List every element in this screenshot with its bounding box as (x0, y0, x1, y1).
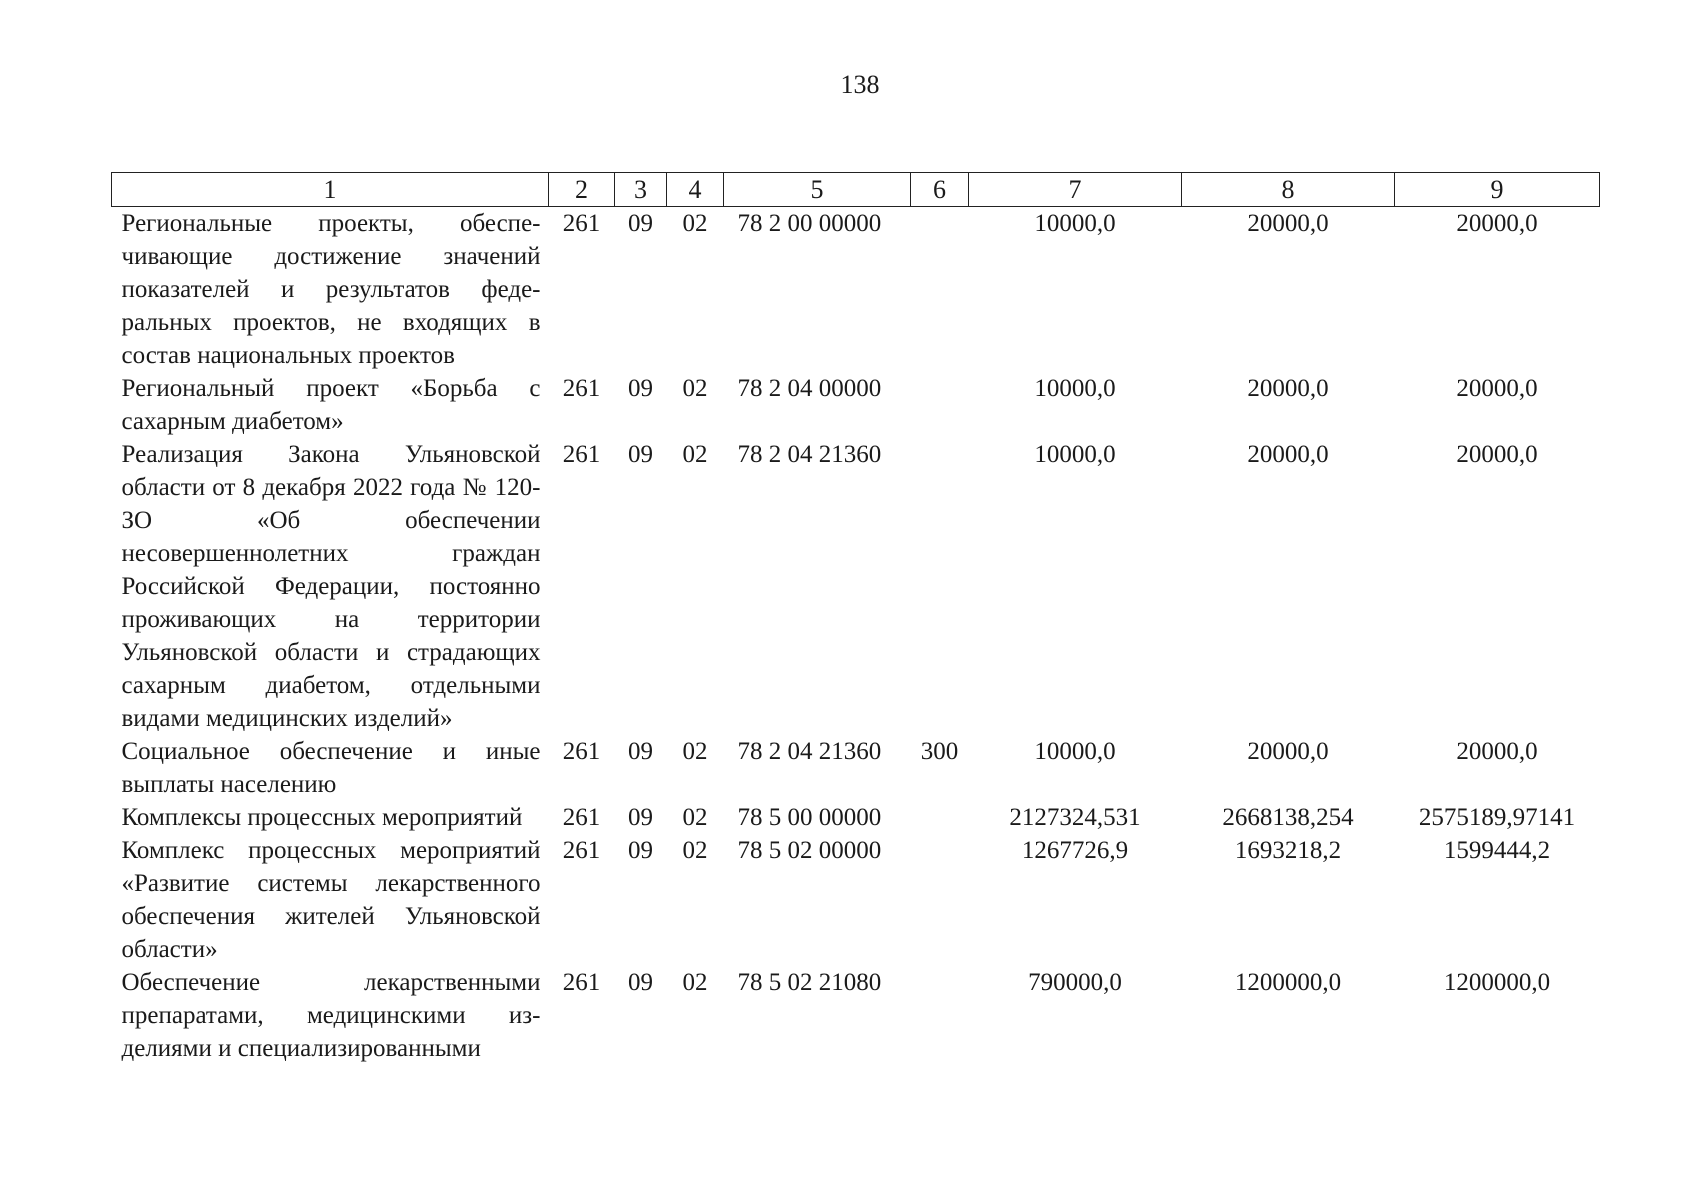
target-article-code: 78 2 04 21360 (737, 441, 882, 468)
subsection-code: 02 (682, 210, 708, 237)
expense-type-code (911, 372, 969, 438)
section-code: 09 (628, 210, 653, 237)
target-article-code: 78 2 00 00000 (737, 210, 882, 237)
amount-col-9: 20000,0 (1456, 375, 1538, 402)
column-header: 6 (911, 173, 969, 207)
section-code: 09 (628, 375, 653, 402)
ministry-code: 261 (562, 210, 601, 237)
section-code: 09 (628, 804, 653, 831)
amount-col-9: 20000,0 (1456, 738, 1538, 765)
section-code: 09 (628, 969, 653, 996)
amount-col-9: 1200000,0 (1443, 969, 1551, 996)
amount-col-8: 2668138,254 (1222, 804, 1354, 831)
budget-table (111, 172, 1600, 1065)
expense-type-code: 300 (920, 738, 959, 765)
target-article-code: 78 5 02 21080 (737, 969, 882, 996)
table-row (112, 438, 1600, 735)
row-name: Реализация Закона Ульяновской области от 8 декабря 2022 года № 120-ЗО «Об обеспечении несовершеннолетних граждан Российской Федерации, постоянно проживающих на территории Ульяновской области и страдающих сахарным диабетом, отдельными видами медицинских изделий» (121, 441, 541, 732)
row-name: Социальное обеспечение и иные выплаты населению (121, 738, 541, 798)
expense-type-code (911, 966, 969, 1065)
subsection-code: 02 (682, 969, 708, 996)
table-row (112, 735, 1600, 801)
amount-col-8: 20000,0 (1247, 210, 1329, 237)
row-name: Комплекс процессных мероприятий «Развитие системы лекарственного обеспечения жителей Ульяновской области» (121, 837, 541, 963)
column-header: 5 (724, 173, 911, 207)
subsection-code: 02 (682, 441, 708, 468)
expense-type-code (911, 834, 969, 966)
amount-col-9: 20000,0 (1456, 210, 1538, 237)
target-article-code: 78 2 04 21360 (737, 738, 882, 765)
ministry-code: 261 (562, 837, 601, 864)
amount-col-7: 10000,0 (1034, 210, 1116, 237)
expense-type-code (911, 438, 969, 735)
ministry-code: 261 (562, 738, 601, 765)
amount-col-8: 1200000,0 (1234, 969, 1342, 996)
subsection-code: 02 (682, 375, 708, 402)
amount-col-7: 10000,0 (1034, 738, 1116, 765)
column-header: 1 (112, 173, 549, 207)
table-row (112, 834, 1600, 966)
column-header: 3 (615, 173, 667, 207)
ministry-code: 261 (562, 804, 601, 831)
column-header: 7 (969, 173, 1182, 207)
row-name: Комплексы процессных мероприятий (121, 804, 523, 831)
table-row (112, 207, 1600, 373)
column-header: 2 (549, 173, 615, 207)
amount-col-7: 1267726,9 (1021, 837, 1129, 864)
section-code: 09 (628, 441, 653, 468)
amount-col-8: 1693218,2 (1234, 837, 1342, 864)
amount-col-8: 20000,0 (1247, 738, 1329, 765)
section-code: 09 (628, 738, 653, 765)
amount-col-7: 2127324,531 (1009, 804, 1141, 831)
column-header: 9 (1395, 173, 1600, 207)
subsection-code: 02 (682, 837, 708, 864)
target-article-code: 78 5 02 00000 (737, 837, 882, 864)
row-name: Обеспечение лекарственными препаратами, медицинскими изделиями и специализированными (121, 969, 541, 1062)
header-row (112, 173, 1600, 207)
section-code: 09 (628, 837, 653, 864)
table-row (112, 966, 1600, 1065)
amount-col-7: 10000,0 (1034, 375, 1116, 402)
amount-col-8: 20000,0 (1247, 375, 1329, 402)
subsection-code: 02 (682, 738, 708, 765)
table-row (112, 801, 1600, 834)
amount-col-7: 790000,0 (1028, 969, 1122, 996)
amount-col-7: 10000,0 (1034, 441, 1116, 468)
amount-col-9: 1599444,2 (1443, 837, 1551, 864)
ministry-code: 261 (562, 441, 601, 468)
expense-type-code (911, 801, 969, 834)
ministry-code: 261 (562, 375, 601, 402)
target-article-code: 78 5 00 00000 (737, 804, 882, 831)
subsection-code: 02 (682, 804, 708, 831)
amount-col-9: 2575189,97141 (1418, 804, 1576, 831)
ministry-code: 261 (562, 969, 601, 996)
expense-type-code (911, 207, 969, 373)
column-header: 4 (667, 173, 724, 207)
column-header: 8 (1182, 173, 1395, 207)
row-name: Региональный проект «Борьба с сахарным диабетом» (121, 375, 541, 435)
page-number: 138 (840, 70, 880, 99)
row-name: Региональные проекты, обеспечивающие достижение значений показателей и результатов федеральных проектов, не входящих в состав национальных проектов (121, 210, 541, 369)
amount-col-9: 20000,0 (1456, 441, 1538, 468)
table-row (112, 372, 1600, 438)
amount-col-8: 20000,0 (1247, 441, 1329, 468)
target-article-code: 78 2 04 00000 (737, 375, 882, 402)
